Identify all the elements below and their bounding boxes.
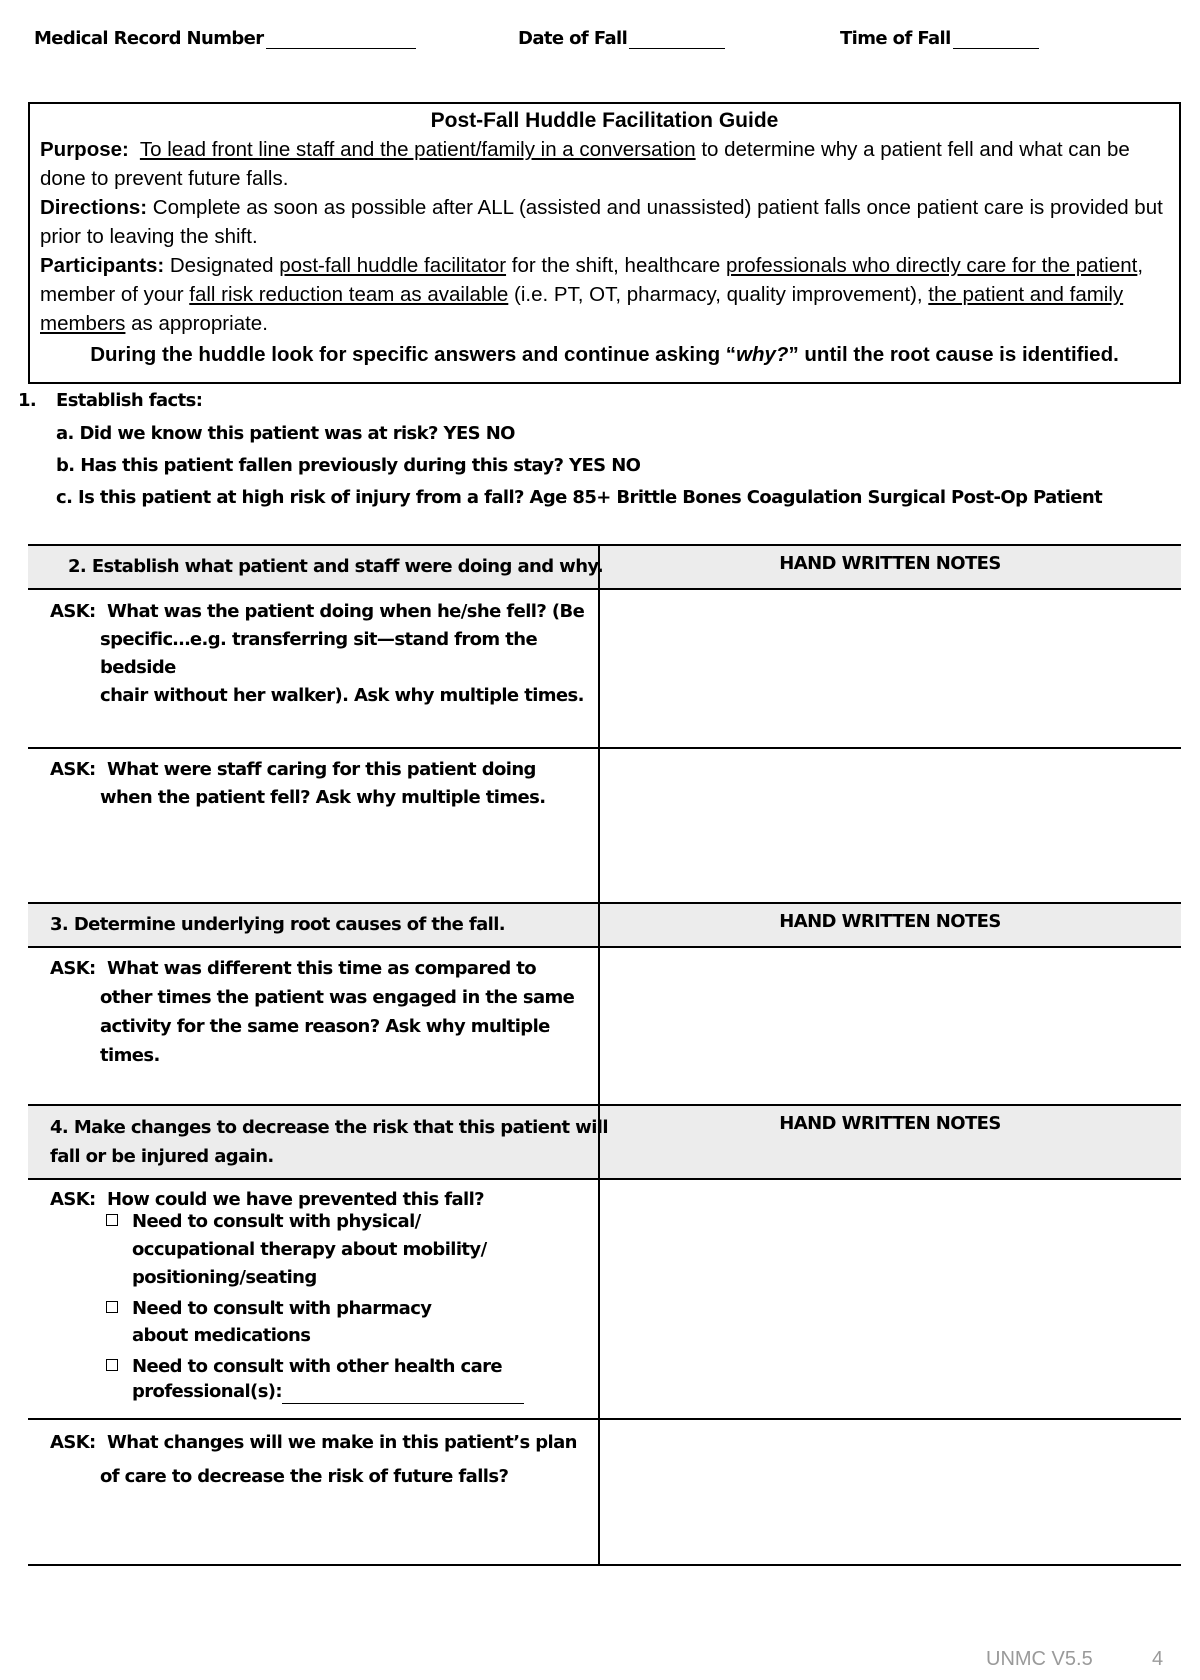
section-3-question xyxy=(50,954,590,1070)
table-line xyxy=(28,544,1181,546)
section-2-q1-line-1: What was the patient doing when he/she fell? (Be xyxy=(107,601,585,622)
section-4-notes-header: HAND WRITTEN NOTES xyxy=(779,1113,1001,1134)
participants-text-5: as appropriate. xyxy=(125,312,268,335)
section-4-q2-line-2: of care to decrease the risk of future falls? xyxy=(100,1466,509,1487)
section-2-title: 2. Establish what patient and staff were doing and why. xyxy=(68,556,604,577)
during-text-2: ” until the root cause is identified. xyxy=(788,343,1119,366)
option-2-line-1: Need to consult with pharmacy xyxy=(132,1298,432,1319)
section-2-notes-header: HAND WRITTEN NOTES xyxy=(779,553,1001,574)
section-4-title xyxy=(50,1113,608,1171)
guide-during-huddle xyxy=(40,340,1169,369)
participants-underline-4: the patient and family members xyxy=(40,283,1124,335)
section-4-title-line-2: fall or be injured again. xyxy=(50,1146,274,1167)
checkbox-option-physical-therapy[interactable] xyxy=(106,1208,586,1292)
section-3-line-3: activity for the same reason? Ask why multiple xyxy=(100,1016,550,1037)
section-3-notes-area[interactable] xyxy=(600,948,1180,1102)
during-why: why? xyxy=(736,343,789,366)
purpose-text: to determine why a patient fell and what can be done to prevent future falls. xyxy=(40,138,1130,190)
medical-record-number-label: Medical Record Number xyxy=(34,28,264,49)
facilitation-guide-box xyxy=(28,102,1181,384)
section-2-q1-notes-area[interactable] xyxy=(600,590,1180,746)
time-of-fall-field[interactable] xyxy=(840,28,1039,49)
medical-record-number-field[interactable] xyxy=(34,28,416,49)
ask-label: ASK: xyxy=(50,1189,96,1210)
section-3-line-1: What was different this time as compared to xyxy=(107,958,537,979)
ask-label: ASK: xyxy=(50,1432,96,1453)
option-2-line-2: about medications xyxy=(132,1325,311,1346)
section-1-title: Establish facts: xyxy=(56,390,203,411)
checkbox-icon[interactable] xyxy=(106,1214,118,1226)
section-3-line-2: other times the patient was engaged in the same xyxy=(100,987,575,1008)
section-2-question-1 xyxy=(50,598,590,710)
section-1-question-c: c. Is this patient at high risk of injury from a fall? Age 85+ Brittle Bones Coagulation Surgical Post-Op Patient xyxy=(56,487,1103,508)
table-line xyxy=(28,902,1181,904)
participants-underline-1: post-fall huddle facilitator xyxy=(279,254,507,277)
directions-label: Directions: xyxy=(40,196,148,219)
section-2-q2-notes-area[interactable] xyxy=(600,749,1180,901)
section-1-question-a: a. Did we know this patient was at risk? YES NO xyxy=(56,423,515,444)
guide-title: Post-Fall Huddle Facilitation Guide xyxy=(430,109,779,132)
participants-text-3: , member of your xyxy=(40,254,1144,306)
section-2-q1-line-2: specific…e.g. transferring sit—stand from the bedside xyxy=(100,629,538,678)
section-3-title: 3. Determine underlying root causes of the fall. xyxy=(50,914,506,935)
guide-purpose xyxy=(40,135,1169,193)
section-2-q2-line-1: What were staff caring for this patient doing xyxy=(107,759,536,780)
date-of-fall-field[interactable] xyxy=(518,28,725,49)
section-2-question-2 xyxy=(50,756,590,812)
during-text-1: During the huddle look for specific answers and continue asking “ xyxy=(90,343,737,366)
section-4-question-2 xyxy=(50,1426,590,1494)
purpose-underlined: To lead front line staff and the patient/family in a conversation xyxy=(139,138,696,161)
ask-label: ASK: xyxy=(50,958,96,979)
date-of-fall-blank[interactable] xyxy=(629,30,725,49)
participants-label: Participants: xyxy=(40,254,165,277)
section-4-q2-line-1: What changes will we make in this patient’s plan xyxy=(107,1432,577,1453)
guide-directions xyxy=(40,193,1169,251)
other-professional-blank[interactable] xyxy=(282,1383,524,1404)
participants-underline-2: professionals who directly care for the patient xyxy=(725,254,1138,277)
time-of-fall-blank[interactable] xyxy=(953,30,1039,49)
table-line xyxy=(28,1104,1181,1106)
checkbox-icon[interactable] xyxy=(106,1359,118,1371)
table-line xyxy=(28,1564,1181,1566)
section-2-q2-line-2: when the patient fell? Ask why multiple times. xyxy=(100,787,546,808)
section-4-q1-text: How could we have prevented this fall? xyxy=(107,1189,484,1210)
participants-text-4: (i.e. PT, OT, pharmacy, quality improvement), xyxy=(508,283,929,306)
page-number: 4 xyxy=(1152,1648,1164,1670)
section-4-q2-notes-area[interactable] xyxy=(600,1420,1180,1563)
medical-record-number-blank[interactable] xyxy=(266,30,416,49)
section-1-number: 1. xyxy=(18,390,37,411)
option-3-line-1: Need to consult with other health care xyxy=(132,1356,503,1377)
participants-text-2: for the shift, healthcare xyxy=(506,254,726,277)
option-1-line-2: occupational therapy about mobility/ xyxy=(132,1239,487,1260)
checkbox-option-pharmacy[interactable] xyxy=(106,1295,586,1349)
ask-label: ASK: xyxy=(50,759,96,780)
directions-text: Complete as soon as possible after ALL (assisted and unassisted) patient falls once patient care is provided but prior to leaving the shift. xyxy=(40,196,1163,248)
checkbox-option-other-professional[interactable] xyxy=(106,1354,586,1404)
time-of-fall-label: Time of Fall xyxy=(840,28,951,49)
section-3-notes-header: HAND WRITTEN NOTES xyxy=(779,911,1001,932)
section-4-title-line-1: 4. Make changes to decrease the risk that this patient will xyxy=(50,1117,608,1138)
section-2-q1-line-3: chair without her walker). Ask why multiple times. xyxy=(100,685,584,706)
section-4-q1-notes-area[interactable] xyxy=(600,1180,1180,1417)
purpose-label: Purpose: xyxy=(40,138,129,161)
date-of-fall-label: Date of Fall xyxy=(518,28,628,49)
guide-participants xyxy=(40,251,1169,338)
option-3-line-2: professional(s): xyxy=(132,1381,283,1402)
checkbox-icon[interactable] xyxy=(106,1301,118,1313)
ask-label: ASK: xyxy=(50,601,96,622)
section-3-line-4: times. xyxy=(100,1045,160,1066)
section-1-question-b: b. Has this patient fallen previously during this stay? YES NO xyxy=(56,455,641,476)
option-1-line-1: Need to consult with physical/ xyxy=(132,1211,421,1232)
option-1-line-3: positioning/seating xyxy=(132,1267,317,1288)
version-label: UNMC V5.5 xyxy=(986,1648,1093,1670)
participants-text-1: Designated xyxy=(164,254,280,277)
participants-underline-3: fall risk reduction team as available xyxy=(189,283,509,306)
